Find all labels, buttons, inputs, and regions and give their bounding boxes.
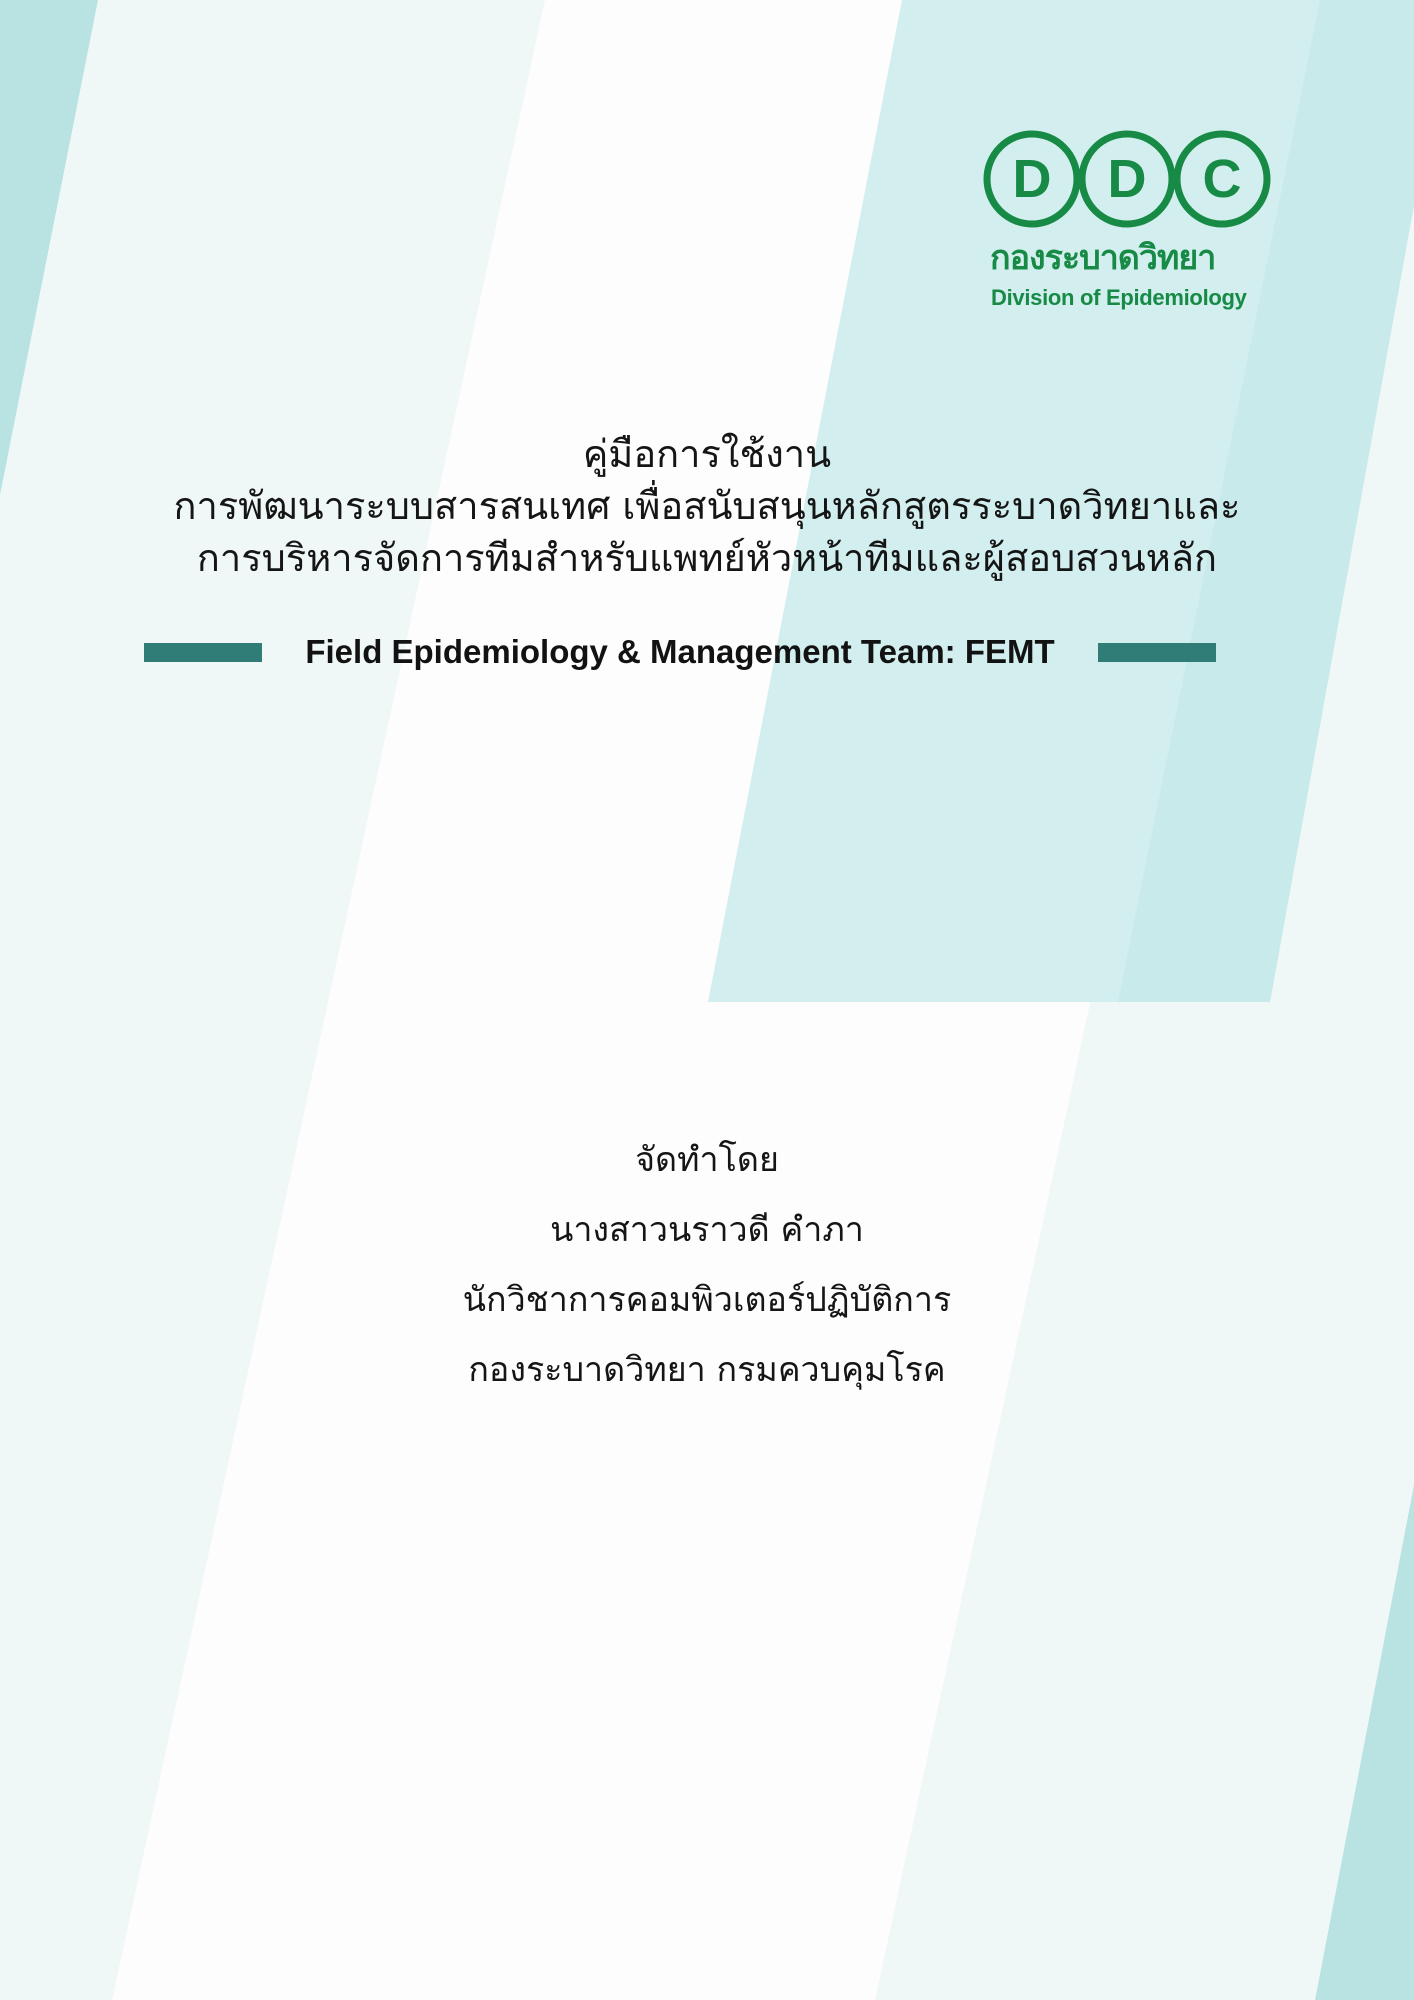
logo-letter-3: C	[1202, 149, 1242, 209]
title-line-2: การพัฒนาระบบสารสนเทศ เพื่อสนับสนุนหลักสูตรระบาดวิทยาและ	[173, 484, 1241, 528]
logo-division-name-thai: กองระบาดวิทยา	[990, 238, 1216, 278]
pale-diagonal-band-left	[0, 0, 545, 2000]
subtitle-row	[144, 630, 1216, 674]
document-title	[40, 428, 1374, 584]
subtitle-rule-left	[144, 643, 262, 662]
ddc-letter-circles	[982, 129, 1272, 229]
logo-letter-1: D	[1012, 149, 1052, 209]
title-line-1: คู่มือการใช้งาน	[582, 432, 832, 476]
subtitle-femt: Field Epidemiology & Management Team: FEMT	[305, 633, 1055, 670]
logo-division-name-english: Division of Epidemiology	[991, 285, 1247, 310]
author-organization: กองระบาดวิทยา กรมควบคุมโรค	[468, 1350, 946, 1390]
subtitle-rule-right	[1098, 643, 1216, 662]
prepared-by-label: จัดทำโดย	[635, 1140, 779, 1180]
ddc-logo	[960, 110, 1280, 325]
author-credits	[200, 1125, 1214, 1405]
author-position: นักวิชาการคอมพิวเตอร์ปฏิบัติการ	[462, 1280, 952, 1320]
logo-letter-2: D	[1107, 149, 1147, 209]
title-line-3: การบริหารจัดการทีมสำหรับแพทย์หัวหน้าทีมและผู้สอบสวนหลัก	[196, 536, 1218, 580]
author-name: นางสาวนราวดี คำภา	[550, 1210, 864, 1250]
